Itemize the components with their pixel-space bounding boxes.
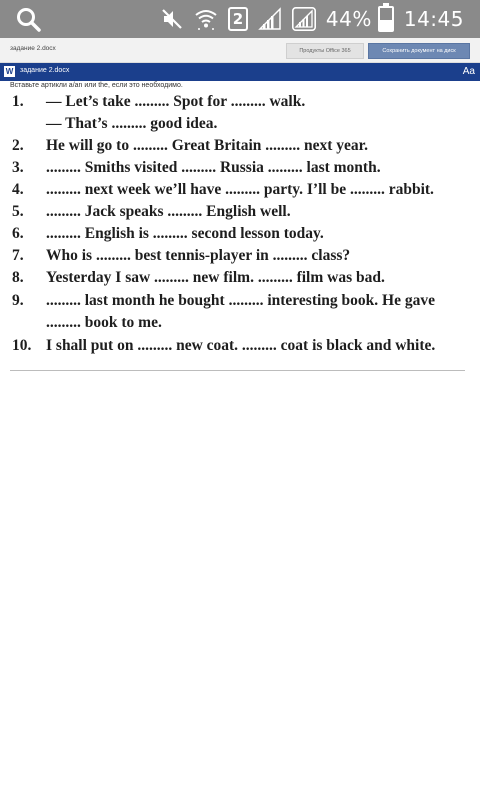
word-app-bar (0, 63, 480, 81)
exercise-text: Yesterday I saw ......... new film. ......... film was bad. (46, 269, 385, 286)
wifi-icon (194, 7, 218, 31)
exercise-instruction: Вставьте артикли a/an или the, если это необходимо. (10, 82, 183, 89)
sim-icon: 2 (228, 7, 248, 31)
office365-products-button[interactable]: Продукты Office 365 (286, 43, 364, 59)
exercise-number: 3. (12, 159, 24, 176)
word-icon: W (5, 67, 14, 76)
exercise-number: 7. (12, 247, 24, 264)
divider (10, 370, 465, 371)
exercise-number: 9. (12, 292, 24, 309)
exercise-number: 2. (12, 137, 24, 154)
document-filename: задание 2.docx (10, 45, 56, 52)
exercise-text: Who is ......... best tennis-player in ......... class? (46, 247, 351, 264)
exercise-text: ......... last month he bought ......... interesting book. He gave (46, 292, 435, 309)
save-to-disk-button[interactable]: Сохранить документ на диск (368, 43, 470, 59)
exercise-text: I shall put on ......... new coat. ......... coat is black and white. (46, 337, 436, 354)
battery-percent: 44% (325, 7, 372, 31)
exercise-text: ......... English is ......... second lesson today. (46, 225, 324, 242)
exercise-number: 5. (12, 203, 24, 220)
exercise-text: — That’s ......... good idea. (46, 115, 218, 132)
search-icon[interactable] (16, 7, 42, 33)
exercise-text: ......... Smiths visited ......... Russia ......... last month. (46, 159, 381, 176)
word-document-title: задание 2.docx (20, 67, 70, 74)
exercise-text: ......... next week we’ll have ......... party. I’ll be ......... rabbit. (46, 181, 434, 198)
exercise-number: 4. (12, 181, 24, 198)
exercise-number: 1. (12, 93, 24, 110)
exercise-number: 10. (12, 337, 32, 354)
signal-icon (258, 7, 282, 31)
exercise-text: — Let’s take ......... Spot for ......... walk. (46, 93, 306, 110)
exercise-text: He will go to ......... Great Britain ......... next year. (46, 137, 369, 154)
mute-icon (160, 7, 184, 31)
exercise-text: ......... book to me. (46, 314, 162, 331)
exercise-number: 6. (12, 225, 24, 242)
clock: 14:45 (403, 7, 464, 31)
exercise-number: 8. (12, 269, 24, 286)
battery-icon (378, 6, 394, 32)
signal-boxed-icon (292, 7, 316, 31)
office-header (0, 38, 480, 63)
status-bar (0, 0, 480, 38)
exercise-text: ......... Jack speaks ......... English well. (46, 203, 291, 220)
font-size-button[interactable]: Aa (462, 66, 475, 77)
